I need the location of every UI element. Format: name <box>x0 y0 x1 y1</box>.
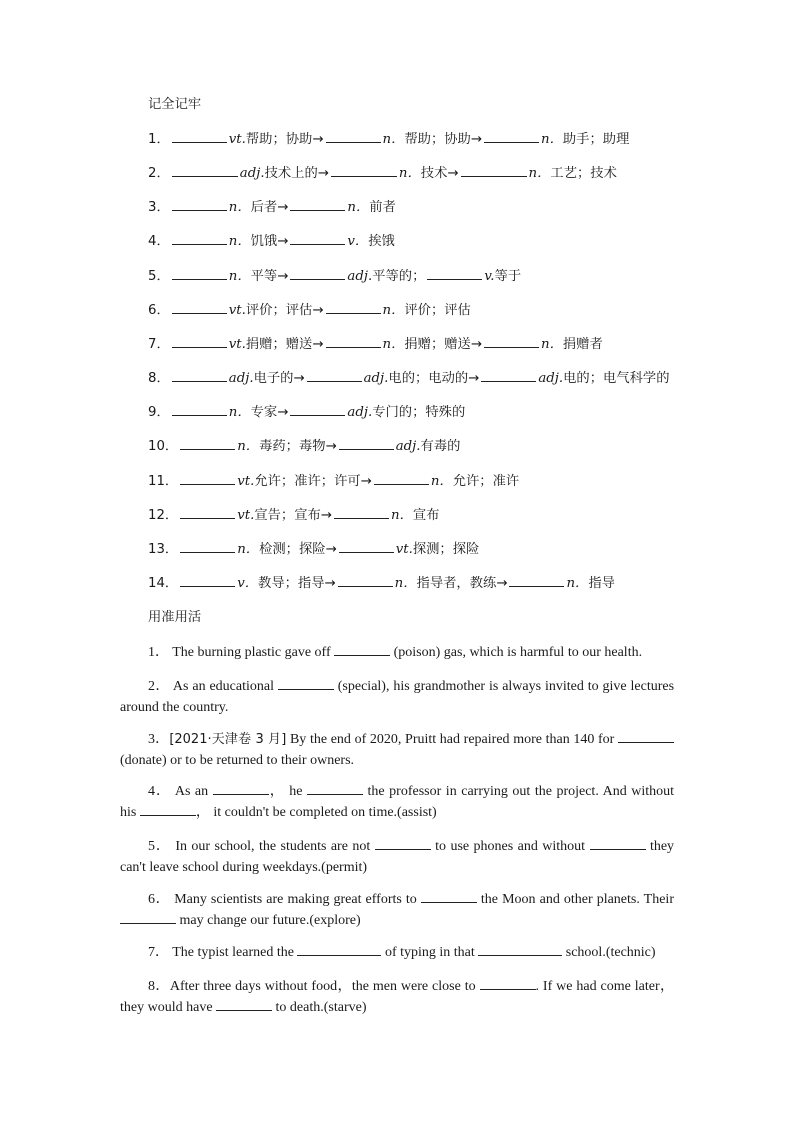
question-number: 3． <box>148 732 170 747</box>
answer-blank[interactable] <box>172 368 227 382</box>
vocab-number: 5． <box>148 269 170 284</box>
part-of-speech: n． <box>228 269 251 284</box>
vocab-number: 10． <box>148 439 179 454</box>
question-5: 5． In our school, the students are not to use phones and without they can't leave school during weekdays.(permit) <box>120 839 675 875</box>
meaning-text: 前者 <box>369 200 396 215</box>
vocab-number: 1． <box>148 132 170 147</box>
meaning-text: 捐赠；赠送→ <box>245 337 324 352</box>
section-title-apply: 用准用活 <box>148 610 202 625</box>
part-of-speech: n． <box>228 200 251 215</box>
meaning-text: 评价；评估→ <box>245 303 324 318</box>
vocab-number: 14． <box>148 576 179 591</box>
section-title-memorize: 记全记牢 <box>148 97 202 112</box>
answer-blank[interactable] <box>290 231 345 245</box>
meaning-text: 评价；评估 <box>404 303 471 318</box>
question-number: 4． <box>148 784 172 799</box>
question-number: 2． <box>148 679 170 694</box>
question-number: 5． <box>148 839 171 854</box>
part-of-speech: adj. <box>347 405 373 420</box>
part-of-speech: n． <box>237 542 260 557</box>
vocab-item <box>148 573 615 594</box>
part-of-speech: adj. <box>538 371 564 386</box>
vocab-item <box>148 436 460 457</box>
answer-blank[interactable] <box>180 539 235 553</box>
answer-blank[interactable] <box>216 998 272 1011</box>
meaning-text: 平等→ <box>250 269 289 284</box>
part-of-speech: n． <box>382 303 405 318</box>
part-of-speech: vt. <box>228 337 246 352</box>
answer-blank[interactable] <box>290 266 345 280</box>
meaning-text: 电的；电气科学的 <box>563 371 670 386</box>
part-of-speech: n． <box>228 405 251 420</box>
answer-blank[interactable] <box>172 163 238 177</box>
part-of-speech: n． <box>347 200 370 215</box>
part-of-speech: vt. <box>237 508 255 523</box>
meaning-text: 后者→ <box>250 200 289 215</box>
vocab-item <box>148 231 395 252</box>
question-1: 1． The burning plastic gave off (poison) gas, which is harmful to our health. <box>148 645 643 660</box>
meaning-text: 教导；指导→ <box>258 576 336 591</box>
answer-blank[interactable] <box>213 782 269 795</box>
part-of-speech: vt. <box>237 474 255 489</box>
meaning-text: 宣告；宣布→ <box>254 508 332 523</box>
part-of-speech: n． <box>541 337 563 352</box>
vocab-number: 6． <box>148 303 170 318</box>
vocab-number: 8． <box>148 371 170 386</box>
answer-blank[interactable] <box>172 402 227 416</box>
question-number: 1． <box>148 645 169 660</box>
answer-blank[interactable] <box>180 505 235 519</box>
answer-blank[interactable] <box>590 837 646 850</box>
meaning-text: 帮助；协助→ <box>245 132 324 147</box>
meaning-text: 捐赠；赠送→ <box>404 337 483 352</box>
meaning-text: 技术上的→ <box>264 166 329 181</box>
answer-blank[interactable] <box>278 677 334 690</box>
meaning-text: 探测；探险 <box>412 542 480 557</box>
vocab-number: 4． <box>148 234 170 249</box>
answer-blank[interactable] <box>375 837 431 850</box>
meaning-text: 电子的→ <box>253 371 305 386</box>
part-of-speech: adj. <box>228 371 254 386</box>
answer-blank[interactable] <box>331 163 397 177</box>
answer-blank[interactable] <box>481 368 536 382</box>
answer-blank[interactable] <box>180 573 235 587</box>
part-of-speech: n． <box>566 576 589 591</box>
answer-blank[interactable] <box>461 163 527 177</box>
meaning-text: 工艺；技术 <box>550 166 617 181</box>
meaning-text: 平等的； <box>372 269 426 284</box>
part-of-speech: n． <box>541 132 563 147</box>
vocab-number: 12． <box>148 508 179 523</box>
answer-blank[interactable] <box>297 943 381 956</box>
vocab-item <box>148 300 471 321</box>
answer-blank[interactable] <box>326 300 381 314</box>
meaning-text: 帮助；协助→ <box>404 132 483 147</box>
vocab-item <box>148 471 519 492</box>
question-4: 4． As an ， he the professor in carrying out the project. And without his ， it couldn't be completed on time.(assist) <box>120 784 675 820</box>
vocab-item <box>148 505 439 526</box>
vocab-item <box>148 266 521 287</box>
answer-blank[interactable] <box>480 977 536 990</box>
question-7: 7． The typist learned the of typing in that school.(technic) <box>148 945 656 960</box>
vocab-item <box>148 402 465 423</box>
question-number: 6． <box>148 892 171 907</box>
meaning-text: 检测；探险→ <box>259 542 337 557</box>
answer-blank[interactable] <box>307 782 363 795</box>
part-of-speech: vt. <box>228 303 246 318</box>
vocab-number: 9． <box>148 405 170 420</box>
meaning-text: 宣布 <box>412 508 440 523</box>
answer-blank[interactable] <box>172 266 227 280</box>
part-of-speech: n． <box>382 337 405 352</box>
answer-blank[interactable] <box>180 471 235 485</box>
vocab-number: 2． <box>148 166 170 181</box>
meaning-text: 有毒的 <box>420 439 461 454</box>
answer-blank[interactable] <box>339 436 394 450</box>
meaning-text: 技术→ <box>420 166 459 181</box>
answer-blank[interactable] <box>307 368 362 382</box>
vocab-item <box>148 539 479 560</box>
part-of-speech: v． <box>237 576 259 591</box>
answer-blank[interactable] <box>172 231 227 245</box>
part-of-speech: vt. <box>228 132 246 147</box>
answer-blank[interactable] <box>180 436 235 450</box>
part-of-speech: v. <box>484 269 495 284</box>
question-2: 2． As an educational (special), his grandmother is always invited to give lectures around the country. <box>120 679 675 715</box>
answer-blank[interactable] <box>172 300 227 314</box>
answer-blank[interactable] <box>326 129 381 143</box>
answer-blank[interactable] <box>618 730 674 743</box>
part-of-speech: adj. <box>239 166 265 181</box>
answer-blank[interactable] <box>478 943 562 956</box>
question-number: 8． <box>148 979 170 994</box>
vocab-number: 11． <box>148 474 179 489</box>
meaning-text: 捐赠者 <box>562 337 603 352</box>
answer-blank[interactable] <box>339 539 394 553</box>
answer-blank[interactable] <box>484 334 539 348</box>
vocab-item <box>148 368 670 389</box>
question-8: 8．After three days without food，the men were close to . If we had come later，they would have to death.(starve) <box>120 979 675 1015</box>
meaning-text: 等于 <box>494 269 522 284</box>
answer-blank[interactable] <box>427 266 482 280</box>
meaning-text: 指导 <box>588 576 615 591</box>
answer-blank[interactable] <box>172 129 227 143</box>
part-of-speech: adj. <box>395 439 421 454</box>
meaning-text: 挨饿 <box>368 234 395 249</box>
part-of-speech: vt. <box>395 542 413 557</box>
vocab-item <box>148 163 617 184</box>
meaning-text: 专门的；特殊的 <box>372 405 466 420</box>
vocab-number: 3． <box>148 200 170 215</box>
part-of-speech: n． <box>394 576 417 591</box>
meaning-text: 指导者，教练→ <box>416 576 508 591</box>
part-of-speech: n． <box>237 439 260 454</box>
part-of-speech: adj. <box>363 371 389 386</box>
question-3: 3．[2021·天津卷 3 月] By the end of 2020, Pruitt had repaired more than 140 for (donate) or to be returned to their owners. <box>120 730 674 771</box>
vocab-number: 13． <box>148 542 179 557</box>
answer-blank[interactable] <box>374 471 429 485</box>
vocab-number: 7． <box>148 337 170 352</box>
part-of-speech: n． <box>228 234 251 249</box>
answer-blank[interactable] <box>509 573 564 587</box>
answer-blank[interactable] <box>120 911 176 924</box>
answer-blank[interactable] <box>326 334 381 348</box>
meaning-text: 饥饿→ <box>250 234 289 249</box>
answer-blank[interactable] <box>172 197 227 211</box>
vocab-item <box>148 197 396 218</box>
part-of-speech: v． <box>347 234 369 249</box>
part-of-speech: n． <box>390 508 413 523</box>
part-of-speech: n． <box>430 474 453 489</box>
meaning-text: 允许；准许 <box>452 474 520 489</box>
source-tag: [2021·天津卷 3 月] <box>169 732 287 747</box>
answer-blank[interactable] <box>334 505 389 519</box>
answer-blank[interactable] <box>290 402 345 416</box>
meaning-text: 允许；准许；许可→ <box>254 474 372 489</box>
meaning-text: 毒药；毒物→ <box>259 439 337 454</box>
part-of-speech: n． <box>382 132 405 147</box>
vocab-item <box>148 129 629 150</box>
question-number: 7． <box>148 945 169 960</box>
answer-blank[interactable] <box>421 890 477 903</box>
meaning-text: 助手；助理 <box>562 132 630 147</box>
answer-blank[interactable] <box>290 197 345 211</box>
answer-blank[interactable] <box>484 129 539 143</box>
answer-blank[interactable] <box>172 334 227 348</box>
part-of-speech: adj. <box>347 269 373 284</box>
meaning-text: 专家→ <box>250 405 289 420</box>
question-6: 6． Many scientists are making great efforts to the Moon and other planets. Their may change our future.(explore) <box>120 890 674 931</box>
part-of-speech: n． <box>398 166 421 181</box>
part-of-speech: n． <box>528 166 551 181</box>
meaning-text: 电的；电动的→ <box>388 371 480 386</box>
vocab-item <box>148 334 603 355</box>
answer-blank[interactable] <box>338 573 393 587</box>
answer-blank[interactable] <box>140 803 196 816</box>
answer-blank[interactable] <box>334 643 390 656</box>
